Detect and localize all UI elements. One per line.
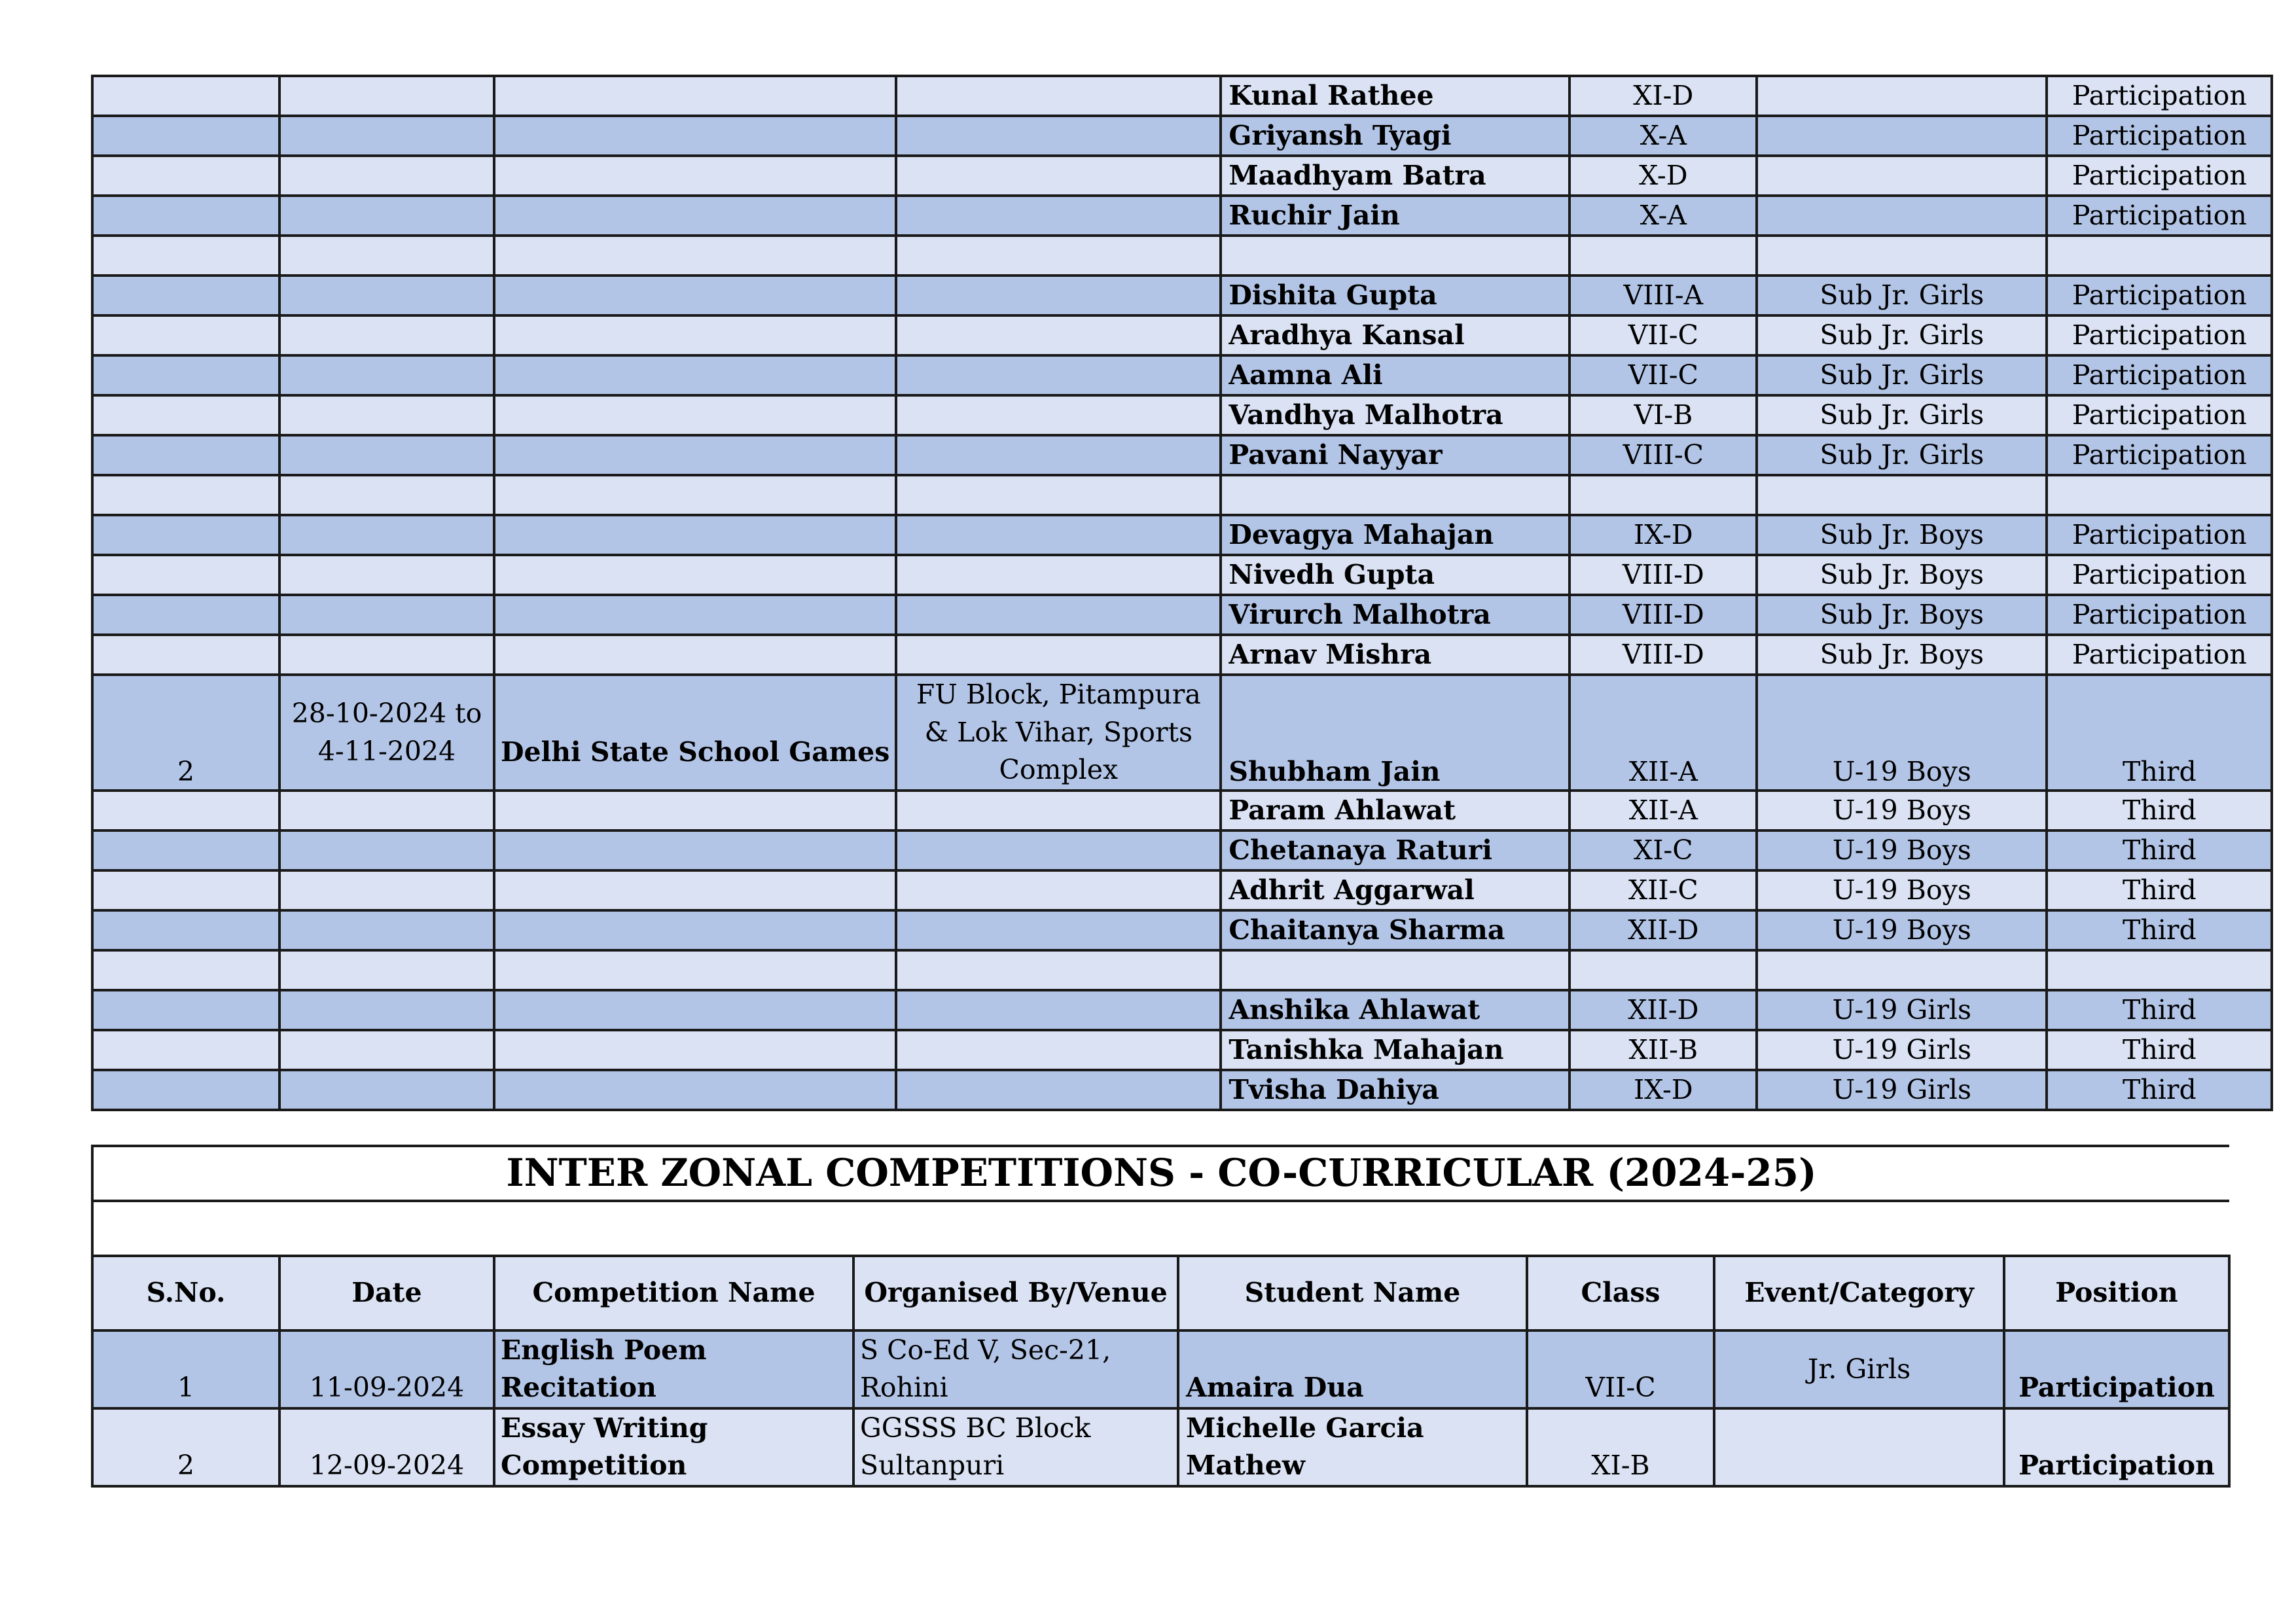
cell-venue [896, 475, 1221, 515]
cell-venue [896, 555, 1221, 595]
cell-student: Chaitanya Sharma [1221, 910, 1570, 950]
cell-competition [494, 791, 896, 830]
cell-student: Chetanaya Raturi [1221, 830, 1570, 870]
cell-category [1714, 1408, 2004, 1486]
cell-date [279, 395, 494, 435]
cell-student: Devagya Mahajan [1221, 515, 1570, 555]
cell-competition [494, 395, 896, 435]
cell-position [2047, 236, 2272, 276]
cell-sno: 2 [92, 1408, 279, 1486]
cell-date [279, 635, 494, 675]
cell-competition [494, 1070, 896, 1110]
table-row [92, 315, 2272, 355]
cell-competition [494, 276, 896, 315]
cell-sno [92, 236, 279, 276]
spacer-cell [92, 1201, 2229, 1256]
cell-class: VI-B [1570, 395, 1757, 435]
cell-competition [494, 475, 896, 515]
cell-student: Tanishka Mahajan [1221, 1030, 1570, 1070]
table-row [92, 236, 2272, 276]
cell-sno [92, 475, 279, 515]
cell-competition [494, 990, 896, 1030]
cell-date [279, 990, 494, 1030]
cell-category [1757, 196, 2047, 236]
cell-category: U-19 Girls [1757, 1070, 2047, 1110]
cell-class: VIII-C [1570, 435, 1757, 475]
cell-position: Participation [2047, 595, 2272, 635]
cell-competition [494, 555, 896, 595]
cell-position [2047, 475, 2272, 515]
cell-venue [896, 515, 1221, 555]
table-row [92, 910, 2272, 950]
cell-class: IX-D [1570, 515, 1757, 555]
table-header-row [92, 1256, 2229, 1330]
cell-date [279, 830, 494, 870]
section-title: INTER ZONAL COMPETITIONS - CO-CURRICULAR (2024-25) [92, 1146, 2229, 1201]
cell-sno [92, 595, 279, 635]
cell-category: Sub Jr. Boys [1757, 595, 2047, 635]
cell-date [279, 515, 494, 555]
cell-date [279, 236, 494, 276]
table-row [92, 156, 2272, 196]
cell-venue [896, 910, 1221, 950]
cell-position: Participation [2047, 555, 2272, 595]
cell-position: Participation [2004, 1330, 2229, 1408]
cell-position: Participation [2047, 315, 2272, 355]
cell-category: U-19 Boys [1757, 791, 2047, 830]
cell-venue [896, 791, 1221, 830]
cell-competition: English Poem Recitation [494, 1330, 853, 1408]
cell-venue [896, 156, 1221, 196]
cell-class: VIII-D [1570, 555, 1757, 595]
cell-competition [494, 910, 896, 950]
cell-position: Participation [2047, 435, 2272, 475]
cell-class [1570, 236, 1757, 276]
cell-class: XI-C [1570, 830, 1757, 870]
cell-venue: GGSSS BC Block Sultanpuri [853, 1408, 1178, 1486]
cell-student [1221, 950, 1570, 990]
cell-class: X-D [1570, 156, 1757, 196]
table-row [92, 635, 2272, 675]
cell-position: Participation [2047, 196, 2272, 236]
cell-date [279, 910, 494, 950]
cell-student [1221, 475, 1570, 515]
cell-date [279, 276, 494, 315]
cell-class [1570, 950, 1757, 990]
cell-date [279, 76, 494, 116]
table-row [92, 675, 2272, 791]
cell-student: Amaira Dua [1178, 1330, 1527, 1408]
cell-student: Nivedh Gupta [1221, 555, 1570, 595]
table-row [92, 1070, 2272, 1110]
cell-student: Vandhya Malhotra [1221, 395, 1570, 435]
cell-class: XII-D [1570, 910, 1757, 950]
cell-position: Participation [2004, 1408, 2229, 1486]
cell-sno [92, 355, 279, 395]
table-row [92, 595, 2272, 635]
cell-position: Third [2047, 910, 2272, 950]
cell-position: Third [2047, 675, 2272, 791]
cell-category: Sub Jr. Girls [1757, 355, 2047, 395]
cell-date [279, 1030, 494, 1070]
cell-venue [896, 950, 1221, 990]
cell-position [2047, 950, 2272, 990]
cell-venue [896, 395, 1221, 435]
cell-student: Param Ahlawat [1221, 791, 1570, 830]
cell-position: Third [2047, 870, 2272, 910]
table-row [92, 555, 2272, 595]
cell-class: XI-D [1570, 76, 1757, 116]
cell-position: Participation [2047, 116, 2272, 156]
cell-student: Shubham Jain [1221, 675, 1570, 791]
cell-competition [494, 950, 896, 990]
table-spacer-row [92, 1201, 2229, 1256]
cell-category: Sub Jr. Girls [1757, 435, 2047, 475]
table-row [92, 196, 2272, 236]
cell-class: VII-C [1570, 315, 1757, 355]
table-row [92, 830, 2272, 870]
cell-position: Third [2047, 990, 2272, 1030]
cell-student: Michelle Garcia Mathew [1178, 1408, 1527, 1486]
table-row [92, 1330, 2229, 1408]
cell-position: Participation [2047, 355, 2272, 395]
cell-sno [92, 830, 279, 870]
cell-competition [494, 635, 896, 675]
cell-competition [494, 116, 896, 156]
cell-sno [92, 635, 279, 675]
cell-position: Participation [2047, 395, 2272, 435]
cell-competition [494, 595, 896, 635]
results-table-continued [91, 75, 2273, 1111]
cell-class: XII-A [1570, 675, 1757, 791]
cell-category: Sub Jr. Boys [1757, 515, 2047, 555]
cell-competition [494, 435, 896, 475]
cell-student: Aradhya Kansal [1221, 315, 1570, 355]
cell-sno [92, 395, 279, 435]
table-row [92, 76, 2272, 116]
header-sno: S.No. [92, 1256, 279, 1330]
cell-date [279, 950, 494, 990]
cell-competition [494, 830, 896, 870]
cell-category [1757, 950, 2047, 990]
cell-class: VII-C [1527, 1330, 1714, 1408]
table-row [92, 276, 2272, 315]
cell-competition [494, 156, 896, 196]
cell-student: Arnav Mishra [1221, 635, 1570, 675]
cell-date [279, 595, 494, 635]
cell-sno [92, 435, 279, 475]
cell-class [1570, 475, 1757, 515]
table-row [92, 435, 2272, 475]
table-row [92, 1408, 2229, 1486]
cell-venue [896, 355, 1221, 395]
cell-venue [896, 315, 1221, 355]
cell-category [1757, 236, 2047, 276]
cell-venue [896, 635, 1221, 675]
cell-category [1757, 76, 2047, 116]
cell-class: VIII-D [1570, 635, 1757, 675]
cell-date [279, 1070, 494, 1110]
table-row [92, 1030, 2272, 1070]
cell-competition [494, 236, 896, 276]
cell-student: Aamna Ali [1221, 355, 1570, 395]
table-row [92, 791, 2272, 830]
header-student: Student Name [1178, 1256, 1527, 1330]
header-competition: Competition Name [494, 1256, 853, 1330]
cell-student: Kunal Rathee [1221, 76, 1570, 116]
cell-date [279, 116, 494, 156]
cell-student: Maadhyam Batra [1221, 156, 1570, 196]
cell-student: Adhrit Aggarwal [1221, 870, 1570, 910]
cell-date [279, 196, 494, 236]
header-category: Event/Category [1714, 1256, 2004, 1330]
table-row [92, 355, 2272, 395]
cell-venue [896, 236, 1221, 276]
cell-class: XII-A [1570, 791, 1757, 830]
cell-date [279, 475, 494, 515]
cell-competition [494, 196, 896, 236]
cell-position: Third [2047, 1070, 2272, 1110]
cell-position: Third [2047, 1030, 2272, 1070]
cell-venue [896, 1030, 1221, 1070]
cell-category: Jr. Girls [1714, 1330, 2004, 1408]
cell-date [279, 870, 494, 910]
cell-category: U-19 Boys [1757, 830, 2047, 870]
header-position: Position [2004, 1256, 2229, 1330]
cell-position: Participation [2047, 276, 2272, 315]
cell-sno: 1 [92, 1330, 279, 1408]
cell-class: IX-D [1570, 1070, 1757, 1110]
cell-student: Pavani Nayyar [1221, 435, 1570, 475]
cell-venue [896, 196, 1221, 236]
cell-competition [494, 355, 896, 395]
cell-venue [896, 990, 1221, 1030]
cell-venue: S Co-Ed V, Sec-21, Rohini [853, 1330, 1178, 1408]
inter-zonal-co-curricular-table [91, 1145, 2231, 1488]
cell-class: VII-C [1570, 355, 1757, 395]
cell-venue [896, 76, 1221, 116]
cell-position: Participation [2047, 515, 2272, 555]
cell-venue [896, 595, 1221, 635]
cell-date: 28-10-2024 to 4-11-2024 [279, 675, 494, 791]
cell-competition: Delhi State School Games [494, 675, 896, 791]
cell-venue [896, 830, 1221, 870]
cell-category: Sub Jr. Girls [1757, 395, 2047, 435]
cell-sno [92, 156, 279, 196]
header-class: Class [1527, 1256, 1714, 1330]
cell-competition [494, 1030, 896, 1070]
cell-sno [92, 196, 279, 236]
cell-competition [494, 870, 896, 910]
cell-class: X-A [1570, 116, 1757, 156]
cell-category: Sub Jr. Boys [1757, 635, 2047, 675]
table-row [92, 395, 2272, 435]
cell-sno [92, 870, 279, 910]
cell-category: Sub Jr. Girls [1757, 276, 2047, 315]
cell-class: XI-B [1527, 1408, 1714, 1486]
table-row [92, 870, 2272, 910]
cell-sno [92, 515, 279, 555]
cell-date [279, 156, 494, 196]
cell-category: U-19 Girls [1757, 990, 2047, 1030]
cell-sno: 2 [92, 675, 279, 791]
cell-class: XII-C [1570, 870, 1757, 910]
cell-date [279, 555, 494, 595]
cell-sno [92, 315, 279, 355]
table-row [92, 475, 2272, 515]
header-date: Date [279, 1256, 494, 1330]
cell-category: Sub Jr. Girls [1757, 315, 2047, 355]
cell-category: Sub Jr. Boys [1757, 555, 2047, 595]
cell-date [279, 435, 494, 475]
cell-position: Third [2047, 791, 2272, 830]
table-row [92, 950, 2272, 990]
cell-category: U-19 Boys [1757, 870, 2047, 910]
cell-date: 12-09-2024 [279, 1408, 494, 1486]
cell-class: VIII-A [1570, 276, 1757, 315]
cell-competition [494, 315, 896, 355]
table-title-row [92, 1146, 2229, 1201]
cell-sno [92, 1030, 279, 1070]
cell-class: XII-D [1570, 990, 1757, 1030]
cell-date [279, 791, 494, 830]
cell-category [1757, 116, 2047, 156]
cell-competition [494, 515, 896, 555]
cell-class: VIII-D [1570, 595, 1757, 635]
cell-venue: FU Block, Pitampura & Lok Vihar, Sports Complex [896, 675, 1221, 791]
cell-sno [92, 555, 279, 595]
cell-student: Virurch Malhotra [1221, 595, 1570, 635]
cell-date: 11-09-2024 [279, 1330, 494, 1408]
cell-sno [92, 990, 279, 1030]
cell-venue [896, 276, 1221, 315]
cell-competition [494, 76, 896, 116]
cell-student: Ruchir Jain [1221, 196, 1570, 236]
cell-category [1757, 156, 2047, 196]
cell-sno [92, 791, 279, 830]
cell-category [1757, 475, 2047, 515]
cell-student [1221, 236, 1570, 276]
cell-category: U-19 Boys [1757, 675, 2047, 791]
cell-student: Anshika Ahlawat [1221, 990, 1570, 1030]
table-row [92, 116, 2272, 156]
cell-student: Tvisha Dahiya [1221, 1070, 1570, 1110]
table-row [92, 990, 2272, 1030]
cell-sno [92, 276, 279, 315]
cell-position: Third [2047, 830, 2272, 870]
cell-venue [896, 116, 1221, 156]
cell-student: Dishita Gupta [1221, 276, 1570, 315]
cell-class: XII-B [1570, 1030, 1757, 1070]
cell-date [279, 355, 494, 395]
cell-position: Participation [2047, 76, 2272, 116]
cell-category: U-19 Girls [1757, 1030, 2047, 1070]
cell-sno [92, 910, 279, 950]
cell-competition: Essay Writing Competition [494, 1408, 853, 1486]
header-venue: Organised By/Venue [853, 1256, 1178, 1330]
cell-date [279, 315, 494, 355]
table-row [92, 515, 2272, 555]
cell-position: Participation [2047, 635, 2272, 675]
cell-sno [92, 1070, 279, 1110]
cell-sno [92, 950, 279, 990]
cell-class: X-A [1570, 196, 1757, 236]
cell-position: Participation [2047, 156, 2272, 196]
cell-student: Griyansh Tyagi [1221, 116, 1570, 156]
cell-sno [92, 116, 279, 156]
cell-venue [896, 1070, 1221, 1110]
cell-venue [896, 435, 1221, 475]
cell-sno [92, 76, 279, 116]
cell-venue [896, 870, 1221, 910]
cell-category: U-19 Boys [1757, 910, 2047, 950]
